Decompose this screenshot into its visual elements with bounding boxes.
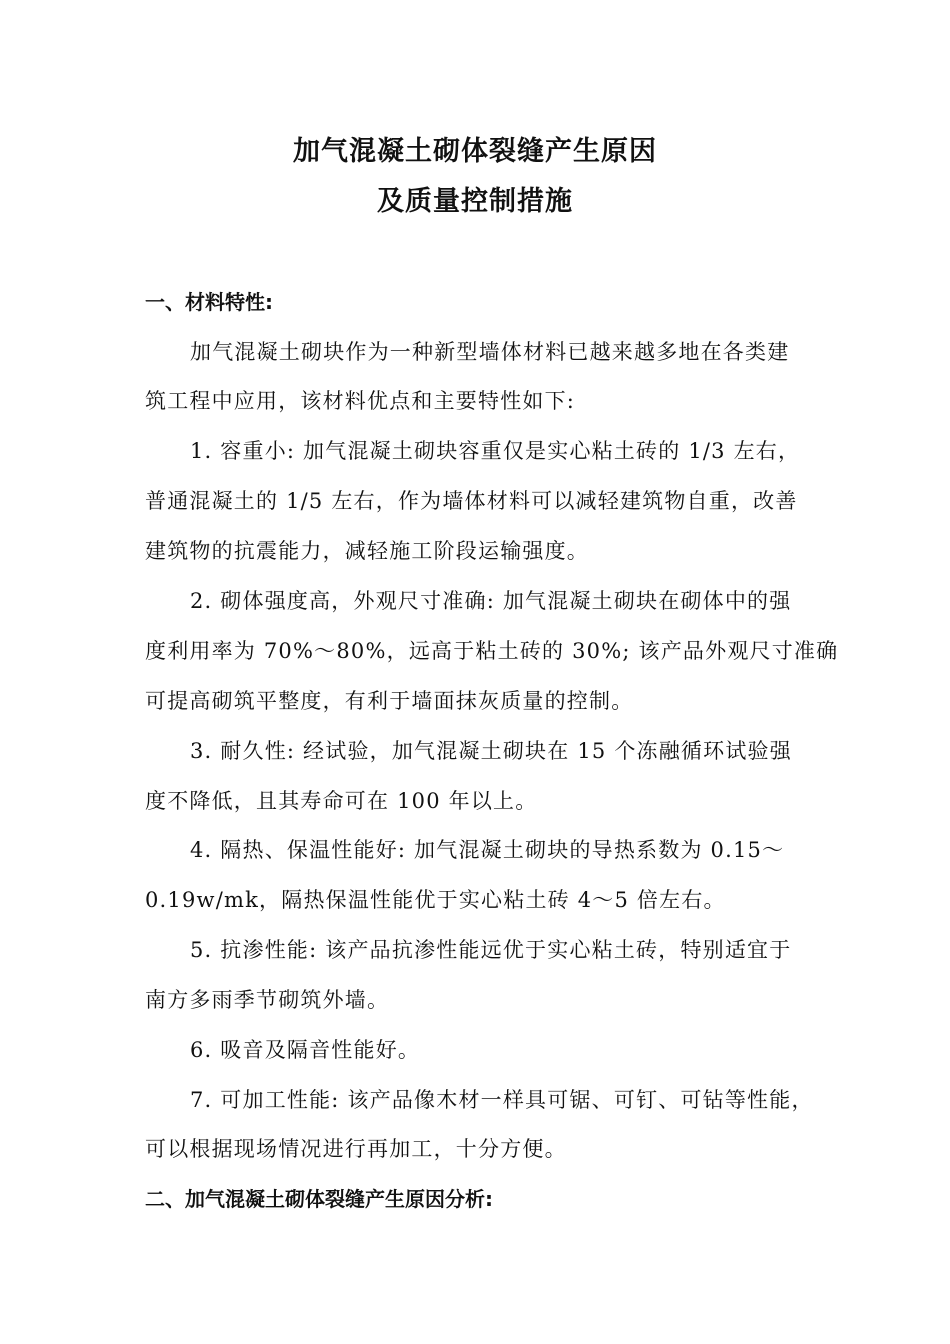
paragraph-line: 普通混凝土的 1/5 左右，作为墙体材料可以减轻建筑物自重，改善 xyxy=(145,489,798,513)
paragraph-line: 6. 吸音及隔音性能好。 xyxy=(190,1038,421,1062)
paragraph-line: 度利用率为 70%～80%，远高于粘土砖的 30%; 该产品外观尺寸准确 xyxy=(145,639,839,663)
paragraph-line: 0.19w/mk，隔热保温性能优于实心粘土砖 4～5 倍左右。 xyxy=(145,888,726,912)
paragraph-line: 建筑物的抗震能力，减轻施工阶段运输强度。 xyxy=(145,539,589,563)
paragraph-line: 可提高砌筑平整度，有利于墙面抹灰质量的控制。 xyxy=(145,689,634,713)
paragraph-line: 加气混凝土砌块作为一种新型墙体材料已越来越多地在各类建 xyxy=(190,340,790,364)
section-1-heading: 一、材料特性: xyxy=(145,290,273,314)
paragraph-line: 度不降低，且其寿命可在 100 年以上。 xyxy=(145,789,538,813)
paragraph-line: 可以根据现场情况进行再加工，十分方便。 xyxy=(145,1137,567,1161)
paragraph-line: 筑工程中应用，该材料优点和主要特性如下: xyxy=(145,389,576,413)
section-2-heading: 二、加气混凝土砌体裂缝产生原因分析: xyxy=(145,1187,493,1211)
paragraph-line: 7. 可加工性能: 该产品像木材一样具可锯、可钉、可钻等性能， xyxy=(190,1088,814,1112)
paragraph-line: 1. 容重小: 加气混凝土砌块容重仅是实心粘土砖的 1/3 左右， xyxy=(190,439,801,463)
paragraph-line: 5. 抗渗性能: 该产品抗渗性能远优于实心粘土砖，特别适宜于 xyxy=(190,938,792,962)
paragraph-line: 3. 耐久性: 经试验，加气混凝土砌块在 15 个冻融循环试验强 xyxy=(190,739,792,763)
document-title-line-1: 加气混凝土砌体裂缝产生原因 xyxy=(293,136,657,167)
paragraph-line: 南方多雨季节砌筑外墙。 xyxy=(145,988,390,1012)
paragraph-line: 2. 砌体强度高，外观尺寸准确: 加气混凝土砌块在砌体中的强 xyxy=(190,589,792,613)
paragraph-line: 4. 隔热、保温性能好: 加气混凝土砌块的导热系数为 0.15～ xyxy=(190,838,785,862)
document-title-line-2: 及质量控制措施 xyxy=(377,186,573,217)
